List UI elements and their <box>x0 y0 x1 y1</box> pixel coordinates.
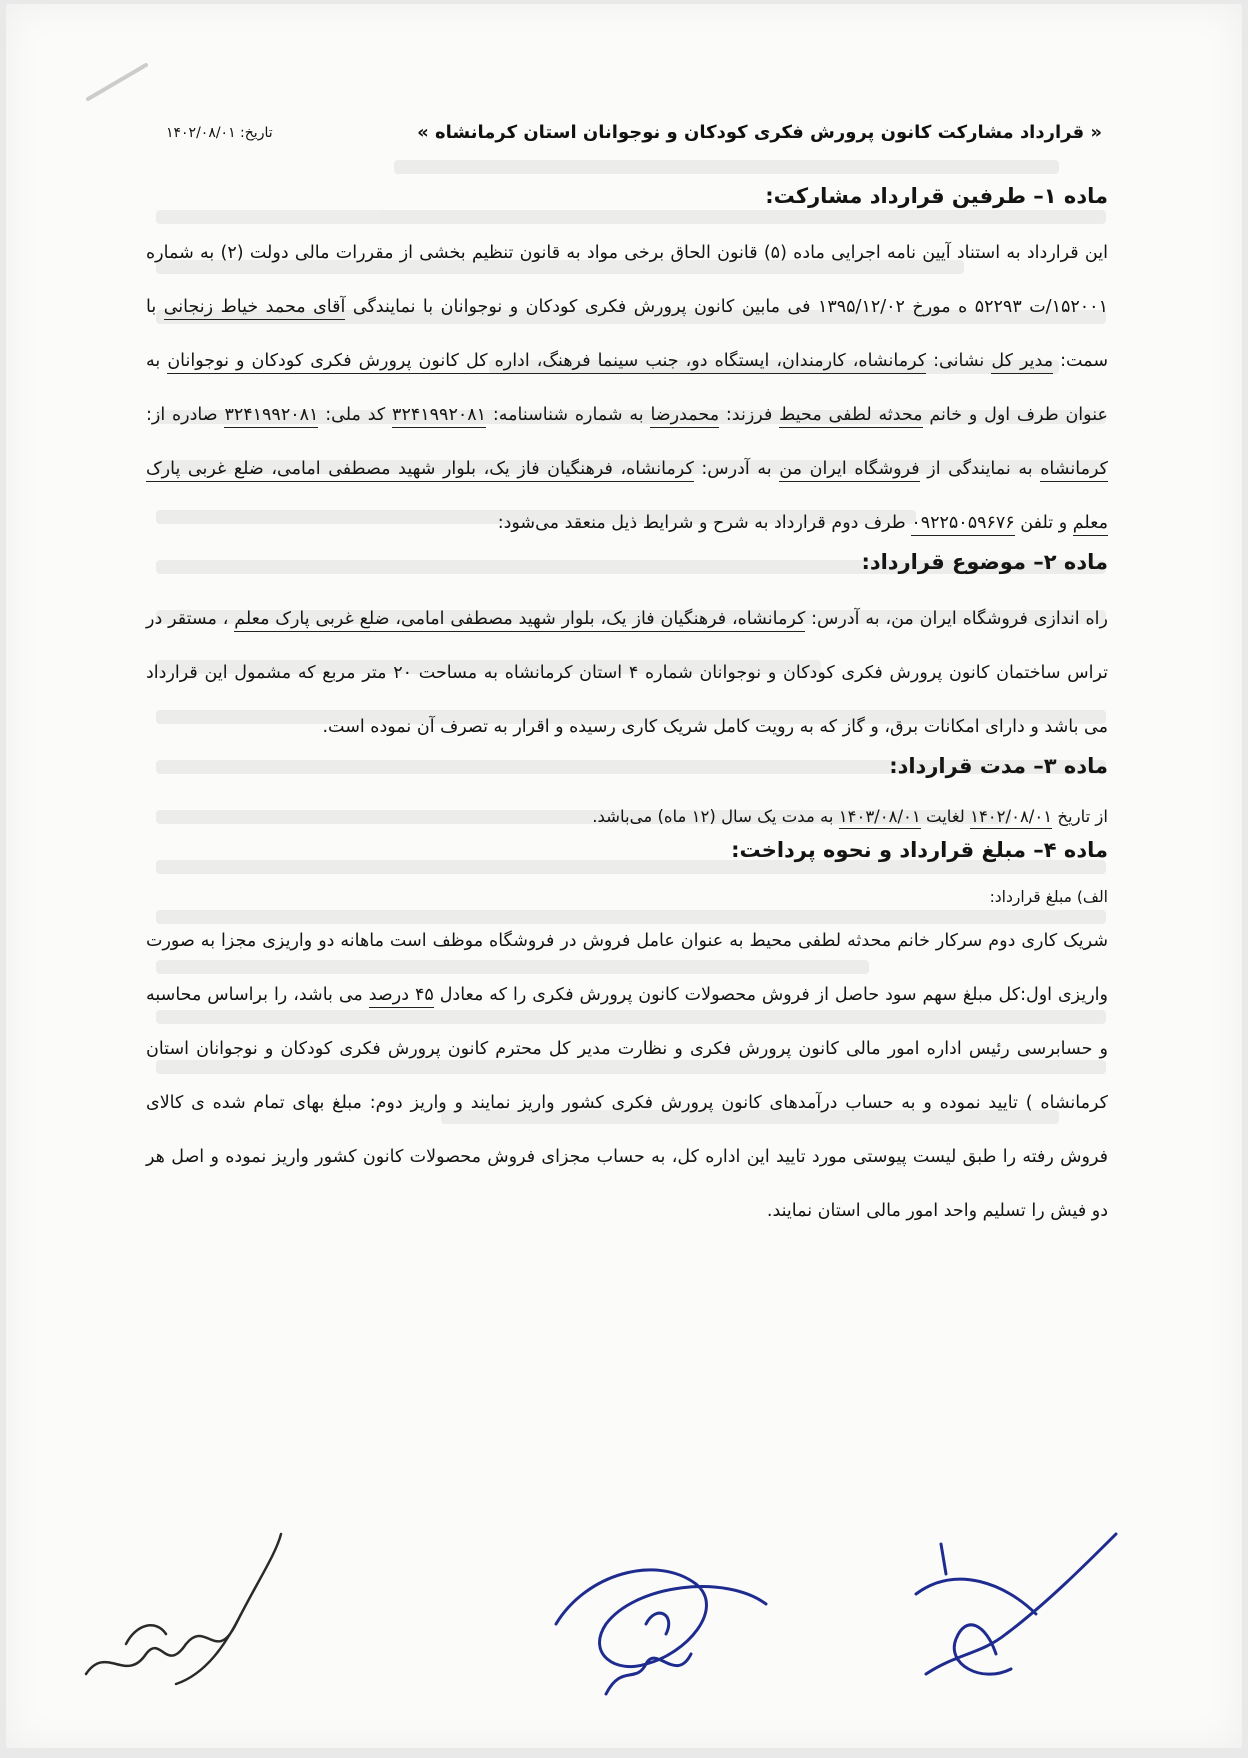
text-segment: با سمت: <box>146 297 1108 371</box>
issued-place: کرمانشاه <box>1040 459 1108 482</box>
contract-title: « قرارداد مشارکت کانون پرورش فکری کودکان و نوجوانان استان کرمانشاه » <box>417 122 1102 143</box>
party1-address: کرمانشاه، کارمندان، ایستگاه دو، جنب سینما فرهنگ، اداره کل کانون پرورش فکری کودکان و نوجوانان <box>167 351 926 374</box>
date-line <box>166 125 273 141</box>
article-4-subheading: الف) مبلغ قرارداد: <box>989 888 1108 906</box>
date-value: ۱۴۰۲/۰۸/۰۱ <box>166 124 236 141</box>
article-1-heading: ماده ۱– طرفین قرارداد مشارکت: <box>765 184 1108 208</box>
text-segment: راه اندازی فروشگاه ایران من، به آدرس: <box>811 609 1108 629</box>
text-segment: فرزند: <box>725 405 773 425</box>
party2-address: کرمانشاه، فرهنگیان فاز یک، بلوار شهید مصطفی امامی، ضلع غربی پارک معلم <box>146 459 1108 536</box>
text-segment: طرف دوم قرارداد به شرح و شرایط ذیل منعقد می‌شود: <box>497 513 906 533</box>
text-segment: شریک کاری دوم سرکار خانم محدثه لطفی محیط به عنوان عامل فروش در فروشگاه موظف است ماهانه دو واریزی مجزا به صورت واریزی اول:کل مبلغ سهم سود حاصل از فروش محصولات کانون پرورش فکری را که معادل <box>146 931 1108 1005</box>
representative-name: آقای محمد خیاط زنجانی <box>164 297 346 320</box>
text-segment: از تاریخ <box>1057 807 1108 826</box>
store-address: کرمانشاه، فرهنگیان فاز یک، بلوار شهید مصطفی امامی، ضلع غربی پارک معلم <box>234 609 805 632</box>
share-percent: ۴۵ درصد <box>369 985 434 1008</box>
text-segment: به عنوان طرف اول و خانم <box>146 351 1108 425</box>
end-date: ۱۴۰۳/۰۸/۰۱ <box>839 807 921 829</box>
article-4-text <box>146 914 1108 1238</box>
text-segment: به نمایندگی از <box>927 459 1033 479</box>
text-segment: این قرارداد به استناد آیین نامه اجرایی ماده (۵) قانون الحاق برخی مواد به قانون تنظیم بخشی از مقررات مالی دولت (۲) به شماره ۱۵۲۰۰۱/ت ۵۲۲۹۳ ه مورخ ۱۳۹۵/۱۲/۰۲ فی مابین کانون پرورش فکری کودکان و نوجوانان با نمایندگی <box>146 243 1108 317</box>
signature-center <box>526 1514 786 1714</box>
start-date: ۱۴۰۲/۰۸/۰۱ <box>970 807 1052 829</box>
text-segment: صادره از: <box>146 405 218 425</box>
father-name: محمدرضا <box>650 405 719 428</box>
text-segment: ، مستقر در تراس ساختمان کانون پرورش فکری کودکان و نوجوانان شماره ۴ استان کرمانشاه به مساحت ۲۰ متر مربع که مشمول این قرارداد می باشد و دارای امکانات برق، و گاز که به رویت کامل شریک کاری رسیده و اقرار به تصرف آن نموده است. <box>146 609 1109 737</box>
text-segment: به آدرس: <box>701 459 772 479</box>
document-header <box>166 122 1102 143</box>
party2-name: محدثه لطفی محیط <box>779 405 922 428</box>
article-2-heading: ماده ۲– موضوع قرارداد: <box>861 550 1108 574</box>
store-name: فروشگاه ایران من <box>779 459 919 482</box>
text-segment: می باشد، را براساس محاسبه و حسابرسی رئیس اداره امور مالی کانون پرورش فکری و نظارت مدیر کل محترم کانون پرورش فکری کودکان و نوجوانان استان کرمانشاه ) تایید نموده و به حساب درآمدهای کانون پرورش فکری کشور واریز نمایند و واریز دوم: مبلغ بهای تمام شده ی کالای فروش رفته را طبق لیست پیوستی مورد تایید این اداره کل، به حساب مجزای فروش محصولات کانون کشور واریز نموده و اصل هر دو فیش را تسلیم واحد امور مالی استان نمایند. <box>146 985 1108 1221</box>
national-code: ۳۲۴۱۹۹۲۰۸۱ <box>224 405 318 428</box>
article-1-text <box>146 226 1108 550</box>
text-segment: نشانی: <box>933 351 985 371</box>
article-3-text <box>146 796 1108 838</box>
text-segment: به شماره شناسنامه: <box>492 405 644 425</box>
text-segment: و تلفن <box>1020 513 1068 533</box>
phone-number: ۰۹۲۲۵۰۵۹۶۷۶ <box>911 513 1014 536</box>
text-segment: کد ملی: <box>325 405 386 425</box>
id-number: ۳۲۴۱۹۹۲۰۸۱ <box>392 405 486 428</box>
pen-mark <box>84 59 154 104</box>
representative-role: مدیر کل <box>991 351 1053 374</box>
contract-body <box>146 184 1108 1238</box>
article-2-text <box>146 592 1108 754</box>
contract-page <box>6 4 1242 1748</box>
signature-right <box>886 1504 1126 1704</box>
article-4-heading: ماده ۴– مبلغ قرارداد و نحوه پرداخت: <box>731 838 1108 862</box>
article-3-heading: ماده ۳– مدت قرارداد: <box>889 754 1108 778</box>
text-segment: لغایت <box>926 807 965 826</box>
date-label: تاریخ: <box>240 124 273 141</box>
signature-area <box>6 1504 1242 1744</box>
text-segment: به مدت یک سال (۱۲ ماه) می‌باشد. <box>592 807 834 826</box>
signature-left <box>66 1524 296 1704</box>
